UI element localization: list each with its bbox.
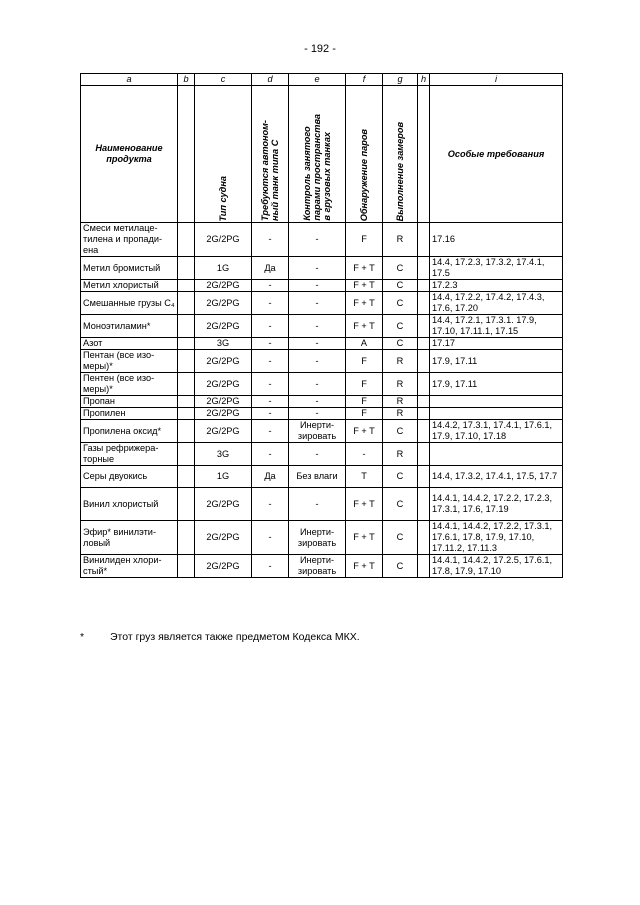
- tank-type-cell: -: [252, 408, 289, 420]
- header-special-requirements: Особые требования: [430, 86, 563, 223]
- header-ship-type-text: Тип судна: [218, 175, 228, 221]
- col-b-cell: [178, 396, 195, 408]
- header-vapour-detection: [346, 86, 383, 223]
- header-empty-b: [178, 86, 195, 223]
- tank-type-cell: -: [252, 373, 289, 396]
- column-letter: a: [81, 74, 178, 86]
- col-h-cell: [418, 373, 430, 396]
- vapour-space-cell: -: [289, 373, 346, 396]
- header-vapour-detection-text: Обнаружение паров: [359, 128, 369, 221]
- ship-type-cell: 2G/2PG: [195, 488, 252, 521]
- col-h-cell: [418, 521, 430, 555]
- column-letter: d: [252, 74, 289, 86]
- header-vapour-space-control-text: Контроль занятого парами пространства в грузовых танках: [302, 114, 332, 221]
- vapour-space-cell: -: [289, 315, 346, 338]
- vapour-space-cell: -: [289, 396, 346, 408]
- gauging-cell: C: [383, 420, 418, 443]
- ship-type-cell: 2G/2PG: [195, 350, 252, 373]
- table-row: [81, 373, 563, 396]
- vapour-detection-cell: F + T: [346, 420, 383, 443]
- vapour-space-cell: -: [289, 257, 346, 280]
- header-gauging: [383, 86, 418, 223]
- gauging-cell: R: [383, 408, 418, 420]
- gauging-cell: C: [383, 555, 418, 578]
- special-requirements-cell: 17.9, 17.11: [430, 350, 563, 373]
- column-letter: i: [430, 74, 563, 86]
- product-name-cell: Пропилена оксид*: [81, 420, 178, 443]
- col-b-cell: [178, 350, 195, 373]
- gauging-cell: C: [383, 280, 418, 292]
- gauging-cell: R: [383, 223, 418, 257]
- header-product-name: Наименование продукта: [81, 86, 178, 223]
- footnote: [80, 631, 360, 643]
- vapour-space-cell: Без влаги: [289, 466, 346, 488]
- header-tank-type-text: Требуются автоном- ный танк типа С: [260, 120, 280, 221]
- header-ship-type: [195, 86, 252, 223]
- vapour-detection-cell: F + T: [346, 257, 383, 280]
- gauging-cell: C: [383, 257, 418, 280]
- tank-type-cell: Да: [252, 257, 289, 280]
- table-row: [81, 338, 563, 350]
- vapour-detection-cell: F: [346, 373, 383, 396]
- product-name-cell: Пентен (все изо-меры)*: [81, 373, 178, 396]
- table-row: [81, 488, 563, 521]
- vapour-space-cell: Инерти-зировать: [289, 521, 346, 555]
- table-row: [81, 223, 563, 257]
- header-row: [81, 86, 563, 223]
- col-b-cell: [178, 521, 195, 555]
- tank-type-cell: -: [252, 292, 289, 315]
- col-b-cell: [178, 555, 195, 578]
- vapour-space-cell: -: [289, 292, 346, 315]
- col-h-cell: [418, 338, 430, 350]
- special-requirements-cell: [430, 408, 563, 420]
- column-letter: c: [195, 74, 252, 86]
- ship-type-cell: 1G: [195, 466, 252, 488]
- special-requirements-cell: 14.4, 17.2.1, 17.3.1. 17.9, 17.10, 17.11.1, 17.15: [430, 315, 563, 338]
- vapour-space-cell: -: [289, 223, 346, 257]
- special-requirements-cell: 17.9, 17.11: [430, 373, 563, 396]
- gauging-cell: C: [383, 315, 418, 338]
- col-h-cell: [418, 488, 430, 521]
- product-name-cell: Метил бромистый: [81, 257, 178, 280]
- gauging-cell: C: [383, 488, 418, 521]
- table-row: [81, 396, 563, 408]
- col-b-cell: [178, 443, 195, 466]
- ship-type-cell: 2G/2PG: [195, 280, 252, 292]
- ship-type-cell: 3G: [195, 338, 252, 350]
- tank-type-cell: -: [252, 280, 289, 292]
- page-number: - 192 -: [304, 43, 336, 55]
- header-gauging-text: Выполнение замеров: [395, 121, 405, 221]
- tank-type-cell: -: [252, 350, 289, 373]
- col-b-cell: [178, 315, 195, 338]
- product-name-cell: Пропан: [81, 396, 178, 408]
- special-requirements-cell: 14.4.1, 14.4.2, 17.2.5, 17.6.1, 17.8, 17.9, 17.10: [430, 555, 563, 578]
- col-h-cell: [418, 443, 430, 466]
- vapour-space-cell: -: [289, 350, 346, 373]
- vapour-detection-cell: F: [346, 350, 383, 373]
- ship-type-cell: 2G/2PG: [195, 292, 252, 315]
- gauging-cell: C: [383, 521, 418, 555]
- col-h-cell: [418, 466, 430, 488]
- col-h-cell: [418, 408, 430, 420]
- product-name-cell: Винилиден хлори-стый*: [81, 555, 178, 578]
- ship-type-cell: 1G: [195, 257, 252, 280]
- table-row: [81, 443, 563, 466]
- ship-type-cell: 2G/2PG: [195, 373, 252, 396]
- product-name-cell: Смешанные грузы C₄: [81, 292, 178, 315]
- vapour-space-cell: -: [289, 443, 346, 466]
- special-requirements-cell: [430, 443, 563, 466]
- tank-type-cell: -: [252, 396, 289, 408]
- gauging-cell: R: [383, 396, 418, 408]
- col-h-cell: [418, 223, 430, 257]
- ship-type-cell: 2G/2PG: [195, 521, 252, 555]
- special-requirements-cell: 14.4, 17.2.2, 17.4.2, 17.4.3, 17.6, 17.20: [430, 292, 563, 315]
- special-requirements-cell: [430, 396, 563, 408]
- vapour-detection-cell: F: [346, 396, 383, 408]
- ship-type-cell: 2G/2PG: [195, 396, 252, 408]
- col-b-cell: [178, 408, 195, 420]
- ship-type-cell: 3G: [195, 443, 252, 466]
- table-row: [81, 257, 563, 280]
- ship-type-cell: 2G/2PG: [195, 408, 252, 420]
- table-row: [81, 280, 563, 292]
- special-requirements-cell: 14.4, 17.2.3, 17.3.2, 17.4.1, 17.5: [430, 257, 563, 280]
- vapour-space-cell: Инерти-зировать: [289, 420, 346, 443]
- col-b-cell: [178, 488, 195, 521]
- col-h-cell: [418, 350, 430, 373]
- special-requirements-cell: 17.16: [430, 223, 563, 257]
- tank-type-cell: -: [252, 223, 289, 257]
- tank-type-cell: Да: [252, 466, 289, 488]
- column-letter: f: [346, 74, 383, 86]
- tank-type-cell: -: [252, 555, 289, 578]
- tank-type-cell: -: [252, 420, 289, 443]
- col-h-cell: [418, 396, 430, 408]
- product-name-cell: Пропилен: [81, 408, 178, 420]
- vapour-detection-cell: F + T: [346, 315, 383, 338]
- col-b-cell: [178, 373, 195, 396]
- col-b-cell: [178, 280, 195, 292]
- col-h-cell: [418, 280, 430, 292]
- vapour-detection-cell: F + T: [346, 292, 383, 315]
- tank-type-cell: -: [252, 443, 289, 466]
- tank-type-cell: -: [252, 338, 289, 350]
- column-letter-row: [81, 74, 563, 86]
- footnote-text: Этот груз является также предметом Кодекса МКХ.: [110, 631, 360, 643]
- col-h-cell: [418, 315, 430, 338]
- product-name-cell: Пентан (все изо-меры)*: [81, 350, 178, 373]
- column-letter: g: [383, 74, 418, 86]
- tank-type-cell: -: [252, 488, 289, 521]
- col-b-cell: [178, 292, 195, 315]
- tank-type-cell: -: [252, 521, 289, 555]
- col-h-cell: [418, 257, 430, 280]
- special-requirements-cell: 14.4.2, 17.3.1, 17.4.1, 17.6.1, 17.9, 17.10, 17.18: [430, 420, 563, 443]
- header-empty-h: [418, 86, 430, 223]
- vapour-detection-cell: F + T: [346, 521, 383, 555]
- gauging-cell: C: [383, 466, 418, 488]
- product-name-cell: Азот: [81, 338, 178, 350]
- tank-type-cell: -: [252, 315, 289, 338]
- vapour-space-cell: -: [289, 408, 346, 420]
- vapour-space-cell: -: [289, 280, 346, 292]
- product-name-cell: Метил хлористый: [81, 280, 178, 292]
- vapour-space-cell: -: [289, 488, 346, 521]
- column-letter: b: [178, 74, 195, 86]
- vapour-detection-cell: T: [346, 466, 383, 488]
- ship-type-cell: 2G/2PG: [195, 223, 252, 257]
- ship-type-cell: 2G/2PG: [195, 315, 252, 338]
- footnote-marker: *: [80, 631, 85, 643]
- col-b-cell: [178, 420, 195, 443]
- vapour-space-cell: -: [289, 338, 346, 350]
- special-requirements-cell: 14.4.1, 14.4.2, 17.2.2, 17.3.1, 17.6.1, 17.8, 17.9, 17.10, 17.11.2, 17.11.3: [430, 521, 563, 555]
- col-b-cell: [178, 257, 195, 280]
- special-requirements-cell: 17.2.3: [430, 280, 563, 292]
- table-row: [81, 292, 563, 315]
- gauging-cell: R: [383, 373, 418, 396]
- table-row: [81, 315, 563, 338]
- table-row: [81, 420, 563, 443]
- special-requirements-cell: 14.4, 17.3.2, 17.4.1, 17.5, 17.7: [430, 466, 563, 488]
- product-name-cell: Серы двуокись: [81, 466, 178, 488]
- vapour-detection-cell: A: [346, 338, 383, 350]
- gauging-cell: C: [383, 338, 418, 350]
- product-name-cell: Эфир* винилэти-ловый: [81, 521, 178, 555]
- table-row: [81, 350, 563, 373]
- vapour-detection-cell: F + T: [346, 280, 383, 292]
- gauging-cell: R: [383, 350, 418, 373]
- col-h-cell: [418, 555, 430, 578]
- table-row: [81, 555, 563, 578]
- vapour-detection-cell: F: [346, 408, 383, 420]
- col-b-cell: [178, 223, 195, 257]
- col-b-cell: [178, 338, 195, 350]
- col-h-cell: [418, 420, 430, 443]
- table-row: [81, 466, 563, 488]
- product-name-cell: Моноэтиламин*: [81, 315, 178, 338]
- column-letter: h: [418, 74, 430, 86]
- ship-type-cell: 2G/2PG: [195, 555, 252, 578]
- col-h-cell: [418, 292, 430, 315]
- header-tank-type: [252, 86, 289, 223]
- ship-type-cell: 2G/2PG: [195, 420, 252, 443]
- product-name-cell: Винил хлористый: [81, 488, 178, 521]
- vapour-detection-cell: F: [346, 223, 383, 257]
- vapour-detection-cell: F + T: [346, 488, 383, 521]
- vapour-space-cell: Инерти-зировать: [289, 555, 346, 578]
- header-vapour-space-control: [289, 86, 346, 223]
- table-row: [81, 521, 563, 555]
- table-row: [81, 408, 563, 420]
- special-requirements-cell: 14.4.1, 14.4.2, 17.2.2, 17.2.3, 17.3.1, 17.6, 17.19: [430, 488, 563, 521]
- product-name-cell: Газы рефрижера-торные: [81, 443, 178, 466]
- gauging-cell: C: [383, 292, 418, 315]
- column-letter: e: [289, 74, 346, 86]
- cargo-requirements-table: [80, 73, 563, 578]
- special-requirements-cell: 17.17: [430, 338, 563, 350]
- col-b-cell: [178, 466, 195, 488]
- vapour-detection-cell: -: [346, 443, 383, 466]
- gauging-cell: R: [383, 443, 418, 466]
- product-name-cell: Смеси метилаце-тилена и пропади-ена: [81, 223, 178, 257]
- vapour-detection-cell: F + T: [346, 555, 383, 578]
